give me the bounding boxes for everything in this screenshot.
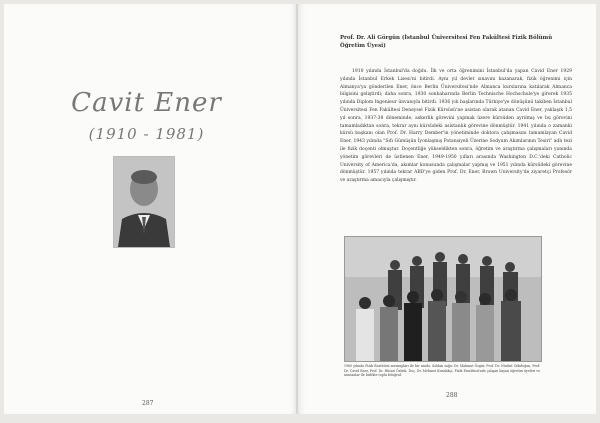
author-line: Prof. Dr. Ali Görgün (İstanbul Üniversitesi Fen Fakültesi Fizik Bölümü Öğretim Üyesi) — [340, 35, 553, 49]
biography-text — [340, 68, 572, 185]
biography-paragraph: 1910 yılında İstanbul'da doğdu. İlk ve orta öğrenimini İstanbul'da yapan Cavid Ener 1929 yılında İstanbul Erkek Lisesi'ni bitirdi. Aynı yıl devlet sınavını kazanarak, fizik öğrenimi için Almanya'ya gönderilen Ener, önce Berlin Üniversitesi'nde Almanca kurslarına katılarak Almanca bilgisini geliştirdi; daha sonra, 1930 sonbaharında Berlin Technische Hochschule'ye girerek 1935 yılında Diplom Ingenieur ünvanıyla bitirdi. 1936 yılı başlarında Türkiye'ye dönüşünü takiben İstanbul Üniversitesi Fen Fakültesi Deneysel Fizik Kürsüsü'ne asistan olarak atanan Cavid Ener, yaklaşık 1,5 yıl sonra, 1937-38 döneminde, askerlik görevini yapmak üzere kürsüden ayrılmış ve bu görevini tamamladıktan sonra, tekrar aynı kürsüdeki asistanlık görevine dönmüştür. 1941 yılında o zamanki kürsü başkanı olan Prof. Dr. Harry Dember'in yönetiminde doktora çalışmasını tamamlayan Cavid Ener, 1943 yılında "Sıfı Gümüşün İyonlaşmış Potansiyeli Üzerine Sodyum Akımlarının Tesiri" adlı tezi ile fizik doçenti olmuştur. Doçentliğe yükseldikten sonra, öğretim ve araştırma çalışmaları yanında yönetim görevleri de üstlenen Ener, 1949-1950 yılları arasında Washington D.C.'deki Catholic University of America'da, akımlar konusunda çalışmalar yapmış ve 1951 yılında kürsüdeki görevine dönmüştür. 1957 yılında tekrar ABD'ye giden Prof. Dr. Ener, Brown University'de ziyaretçi Profesör ve araştırma amacıyla çalışmıştır. — [340, 69, 572, 184]
portrait-photo — [113, 156, 175, 248]
life-years: (1910 - 1981) — [88, 125, 205, 143]
photo-caption: 1960 yılında Fizik Enstitüsü mensupları ile bir arada. Soldan sağa: Dr. Mahmut Özgür, Prof. Dr. Nüzhet Gökdoğan, Prof. Dr. Cavid Ener, Prof. Dr. Hüsnü Özbek, Doç. Dr. Mehmet Kundakçı, Fizik Enstitüsü'nde çalışan bayan öğretim üyeleri ve asistanlar ile birlikte toplu fotoğraf. — [344, 364, 540, 378]
person-name-title: Cavit Ener — [71, 88, 222, 118]
group-photo — [344, 236, 542, 362]
page-number-right: 288 — [446, 392, 458, 399]
page-number-left: 287 — [142, 400, 154, 407]
